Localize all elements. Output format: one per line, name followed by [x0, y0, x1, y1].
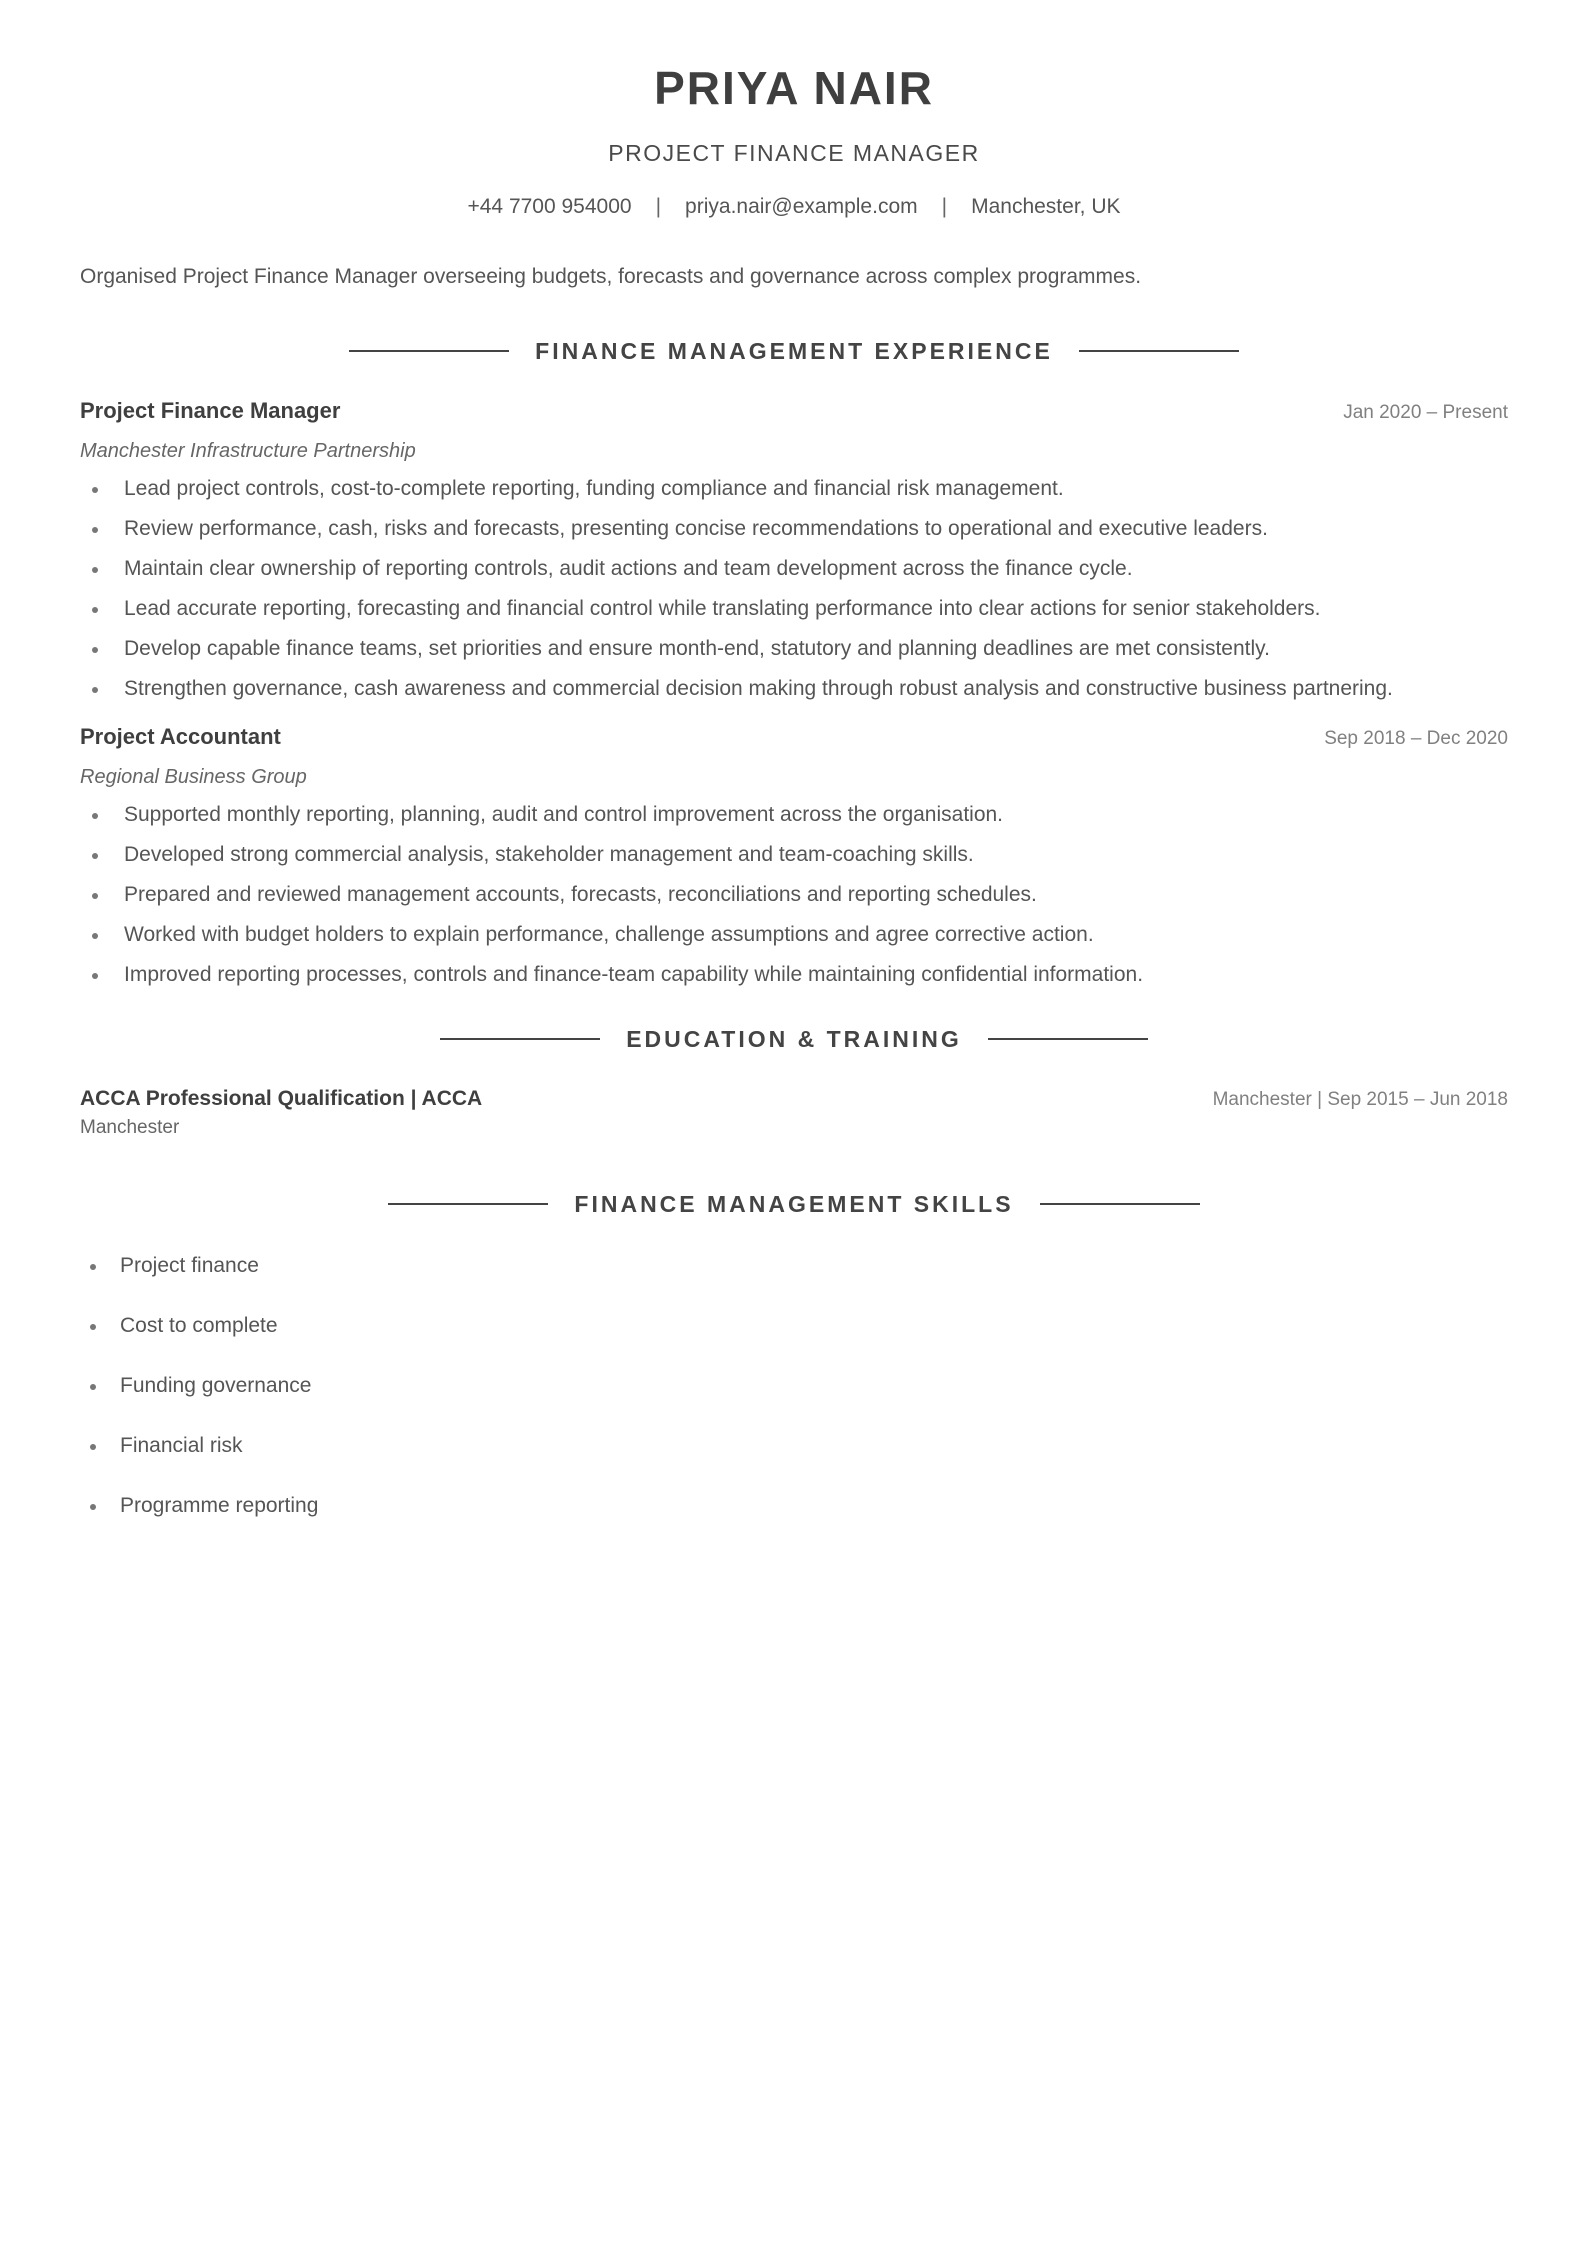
- list-item: Review performance, cash, risks and forecasts, presenting concise recommendations to operational and executive leaders.: [124, 514, 1508, 544]
- job-dates: Sep 2018 – Dec 2020: [1324, 728, 1508, 749]
- section-heading-experience: [80, 336, 1508, 366]
- job-entry-1: [80, 396, 1508, 704]
- skill-item: Programme reporting: [120, 1491, 1508, 1521]
- list-item: Lead accurate reporting, forecasting and financial control while translating performance into clear actions for senior stakeholders.: [124, 594, 1508, 624]
- contact-separator: |: [655, 195, 662, 218]
- heading-rule-right: [1079, 350, 1239, 352]
- education-location: Manchester: [80, 1117, 180, 1138]
- candidate-name: PRIYA NAIR: [654, 62, 934, 114]
- job-company: Regional Business Group: [80, 766, 307, 788]
- list-item: Developed strong commercial analysis, stakeholder management and team-coaching skills.: [124, 840, 1508, 870]
- job-dates: Jan 2020 – Present: [1343, 402, 1508, 423]
- section-heading-skills: [80, 1189, 1508, 1219]
- education-header: [80, 1084, 1508, 1115]
- job-bullets: [80, 800, 1508, 990]
- section-heading-education: [80, 1024, 1508, 1054]
- list-item: Lead project controls, cost-to-complete reporting, funding compliance and financial risk management.: [124, 474, 1508, 504]
- profile-summary: Organised Project Finance Manager overseeing budgets, forecasts and governance across complex programmes.: [80, 265, 1142, 288]
- job-header: [80, 396, 1508, 428]
- heading-rule-left: [440, 1038, 600, 1040]
- heading-rule-right: [1040, 1203, 1200, 1205]
- heading-rule-right: [988, 1038, 1148, 1040]
- contact-location: Manchester, UK: [971, 195, 1121, 218]
- skills-list: [80, 1251, 1508, 1521]
- section-heading-label: FINANCE MANAGEMENT EXPERIENCE: [535, 338, 1053, 364]
- education-degree: ACCA Professional Qualification | ACCA: [80, 1087, 483, 1110]
- job-title: Project Finance Manager: [80, 398, 341, 423]
- job-company: Manchester Infrastructure Partnership: [80, 440, 416, 462]
- skill-item: Project finance: [120, 1251, 1508, 1281]
- list-item: Strengthen governance, cash awareness and commercial decision making through robust analysis and constructive business partnering.: [124, 674, 1508, 704]
- job-entry-2: [80, 722, 1508, 990]
- contact-phone: +44 7700 954000: [467, 195, 632, 218]
- job-header: [80, 722, 1508, 754]
- skill-item: Funding governance: [120, 1371, 1508, 1401]
- education-meta: Manchester | Sep 2015 – Jun 2018: [1212, 1089, 1508, 1110]
- education-entry: [80, 1084, 1508, 1141]
- list-item: Maintain clear ownership of reporting controls, audit actions and team development across the finance cycle.: [124, 554, 1508, 584]
- list-item: Supported monthly reporting, planning, audit and control improvement across the organisation.: [124, 800, 1508, 830]
- contact-email: priya.nair@example.com: [685, 195, 918, 218]
- list-item: Prepared and reviewed management accounts, forecasts, reconciliations and reporting schedules.: [124, 880, 1508, 910]
- list-item: Develop capable finance teams, set priorities and ensure month-end, statutory and planning deadlines are met consistently.: [124, 634, 1508, 664]
- list-item: Worked with budget holders to explain performance, challenge assumptions and agree corrective action.: [124, 920, 1508, 950]
- heading-rule-left: [349, 350, 509, 352]
- skill-item: Financial risk: [120, 1431, 1508, 1461]
- candidate-title: PROJECT FINANCE MANAGER: [608, 140, 980, 166]
- job-bullets: [80, 474, 1508, 704]
- list-item: Improved reporting processes, controls and finance-team capability while maintaining confidential information.: [124, 960, 1508, 990]
- section-heading-label: FINANCE MANAGEMENT SKILLS: [574, 1191, 1014, 1217]
- contact-line: [80, 192, 1508, 222]
- skill-item: Cost to complete: [120, 1311, 1508, 1341]
- contact-separator: |: [941, 195, 948, 218]
- heading-rule-left: [388, 1203, 548, 1205]
- job-title: Project Accountant: [80, 724, 281, 749]
- section-heading-label: EDUCATION & TRAINING: [626, 1026, 962, 1052]
